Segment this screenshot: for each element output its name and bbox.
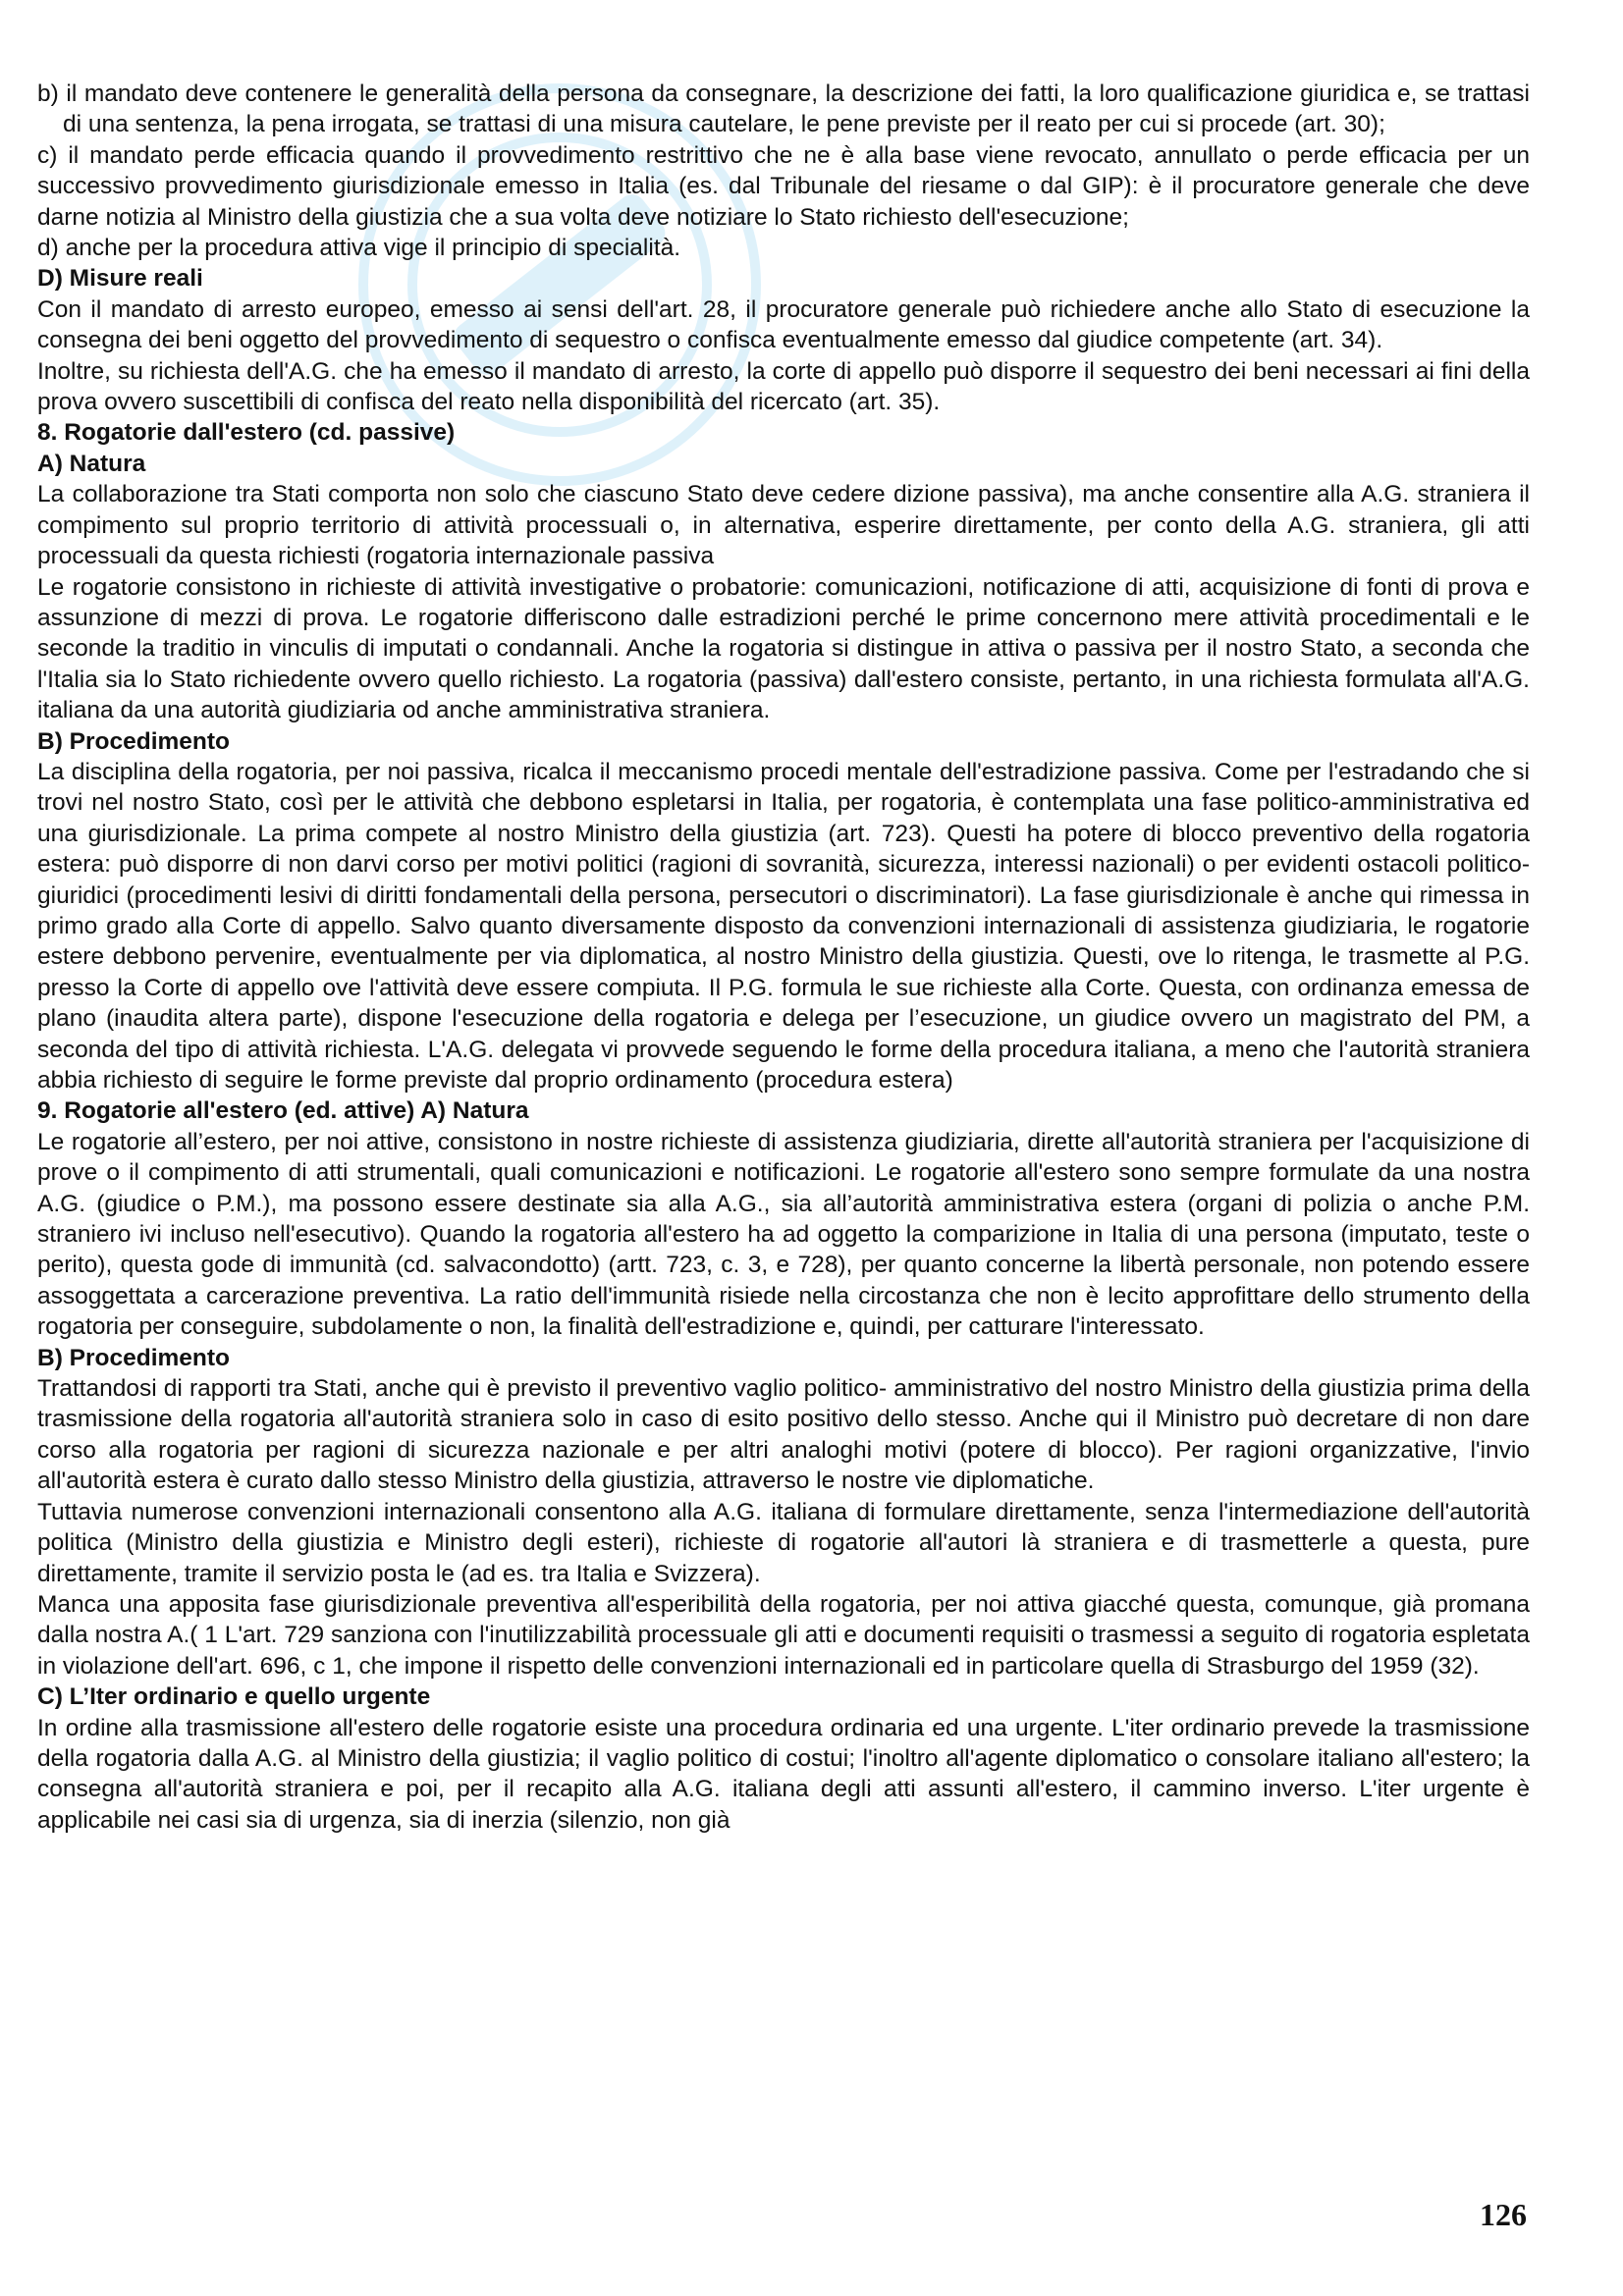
document-body [37,79,1530,1836]
paragraph: In ordine alla trasmissione all'estero delle rogatorie esiste una procedura ordinaria ed una urgente. L'iter ordinario prevede la trasmissione della rogatoria dalla A.G. al Ministro della giustizia; il vaglio politico di costui; l'inoltro all'agente diplomatico o consolare italiano all'estero; la consegna all'autorità straniera e poi, per il recapito alla A.G. italiana degli atti assunti all'estero, il cammino inverso. L'iter urgente è applicabile nei casi sia di urgenza, sia di inerzia (silenzio, non già [37,1714,1530,1834]
section-heading: D) Misure reali [37,265,203,293]
section-heading: 9. Rogatorie all'estero (ed. attive) A) Natura [37,1097,529,1125]
page-number: 126 [1480,2197,1527,2232]
paragraph: c) il mandato perde efficacia quando il provvedimento restrittivo che ne è alla base viene revocato, annullato o perde efficacia per un successivo provvedimento giurisdizionale emesso in Italia (es. dal Tribunale del riesame o dal GIP): è il procuratore generale che deve darne notizia al Ministro della giustizia che a sua volta deve notiziare lo Stato richiesto dell'esecuzione; [37,141,1530,231]
paragraph: b) il mandato deve contenere le generalità della persona da consegnare, la descrizione dei fatti, la loro qualificazione giuridica e, se trattasi di una sentenza, la pena irrogata, se trattasi di una misura cautelare, le pene previste per il reato per cui si procede (art. 30); [37,80,1530,138]
section-heading: 8. Rogatorie dall'estero (cd. passive) [37,419,456,447]
section-heading: B) Procedimento [37,1344,231,1371]
paragraph: d) anche per la procedura attiva vige il principio di specialità. [37,235,681,262]
paragraph: Manca una apposita fase giurisdizionale preventiva all'esperibilità della rogatoria, per noi attiva giacché questa, comunque, già promana dalla nostra A.( 1 L'art. 729 sanziona con l'inutilizzabilità processuale gli atti e documenti requisiti o trasmessi a seguito di rogatoria espletata in violazione dell'art. 696, c 1, che impone il rispetto delle convenzioni internazionali ed in particolare quella di Strasburgo del 1959 (32). [37,1590,1530,1680]
paragraph: Trattandosi di rapporti tra Stati, anche qui è previsto il preventivo vaglio politico- amministrativo del nostro Ministro della giustizia prima della trasmissione della rogatoria all'autorità straniera solo in caso di esito positivo dello stesso. Anche qui il Ministro può decretare di non dare corso alla rogatoria per ragioni di sicurezza nazionale e per altri analoghi motivi (potere di blocco). Per ragioni organizzative, l'invio all'autorità estera è curato dallo stesso Ministro della giustizia, attraverso le nostre vie diplomatiche. [37,1375,1530,1495]
paragraph: Tuttavia numerose convenzioni internazionali consentono alla A.G. italiana di formulare direttamente, senza l'intermediazione dell'autorità politica (Ministro della giustizia e Ministro degli esteri), richieste di rogatorie all'autori là straniera e di trasmetterle a questa, pure direttamente, tramite il servizio posta le (ad es. tra Italia e Svizzera). [37,1498,1530,1587]
section-heading: C) L’Iter ordinario e quello urgente [37,1683,431,1711]
paragraph: Le rogatorie all’estero, per noi attive, consistono in nostre richieste di assistenza giudiziaria, dirette all'autorità straniera per l'acquisizione di prove o il compimento di atti strumentali, quali comunicazioni e notificazioni. Le rogatorie all'estero sono sempre formulate da una nostra A.G. (giudice o P.M.), ma possono essere destinate sia alla A.G., sia all’autorità amministrativa estera (organi di polizia o anche P.M. straniero ivi incluso nell'esecutivo). Quando la rogatoria all'estero ha ad oggetto la comparizione in Italia di una persona (imputato, teste o perito), questa gode di immunità (cd. salvacondotto) (artt. 723, c. 3, e 728), per quanto concerne la libertà personale, non potendo essere assoggettata a carcerazione preventiva. La ratio dell'immunità risiede nella circostanza che non è lecito approfittare dello strumento della rogatoria per conseguire, subdolamente o non, la finalità dell'estradizione e, quindi, per catturare l'interessato. [37,1128,1530,1341]
paragraph: Le rogatorie consistono in richieste di attività investigative o probatorie: comunicazioni, notificazione di atti, acquisizione di fonti di prova e assunzione di mezzi di prova. Le rogatorie differiscono dalle estradizioni perché le prime concernono mere attività procedimentali e le seconde la traditio in vinculis di imputati o condannali. Anche la rogatoria si distingue in attiva o passiva per il nostro Stato, a seconda che l'Italia sia lo Stato richiedente ovvero quello richiesto. La rogatoria (passiva) dall'estero consiste, pertanto, in una richiesta formulata all'A.G. italiana da una autorità giudiziaria od anche amministrativa straniera. [37,573,1530,724]
paragraph: La disciplina della rogatoria, per noi passiva, ricalca il meccanismo procedi mentale dell'estradizione passiva. Come per l'estradando che si trovi nel nostro Stato, così per le attività che debbono espletarsi in Italia, per rogatoria, è contemplata una fase politico-amministrativa ed una giurisdizionale. La prima compete al nostro Ministro della giustizia (art. 723). Questi ha potere di blocco preventivo della rogatoria estera: può disporre di non darvi corso per motivi politici (ragioni di sovranità, sicurezza, interessi nazionali) o per evidenti ostacoli politico-giuridici (procedimenti lesivi di diritti fondamentali della persona, persecutori o discriminatori). La fase giurisdizionale è anche qui rimessa in primo grado alla Corte di appello. Salvo quanto diversamente disposto da convenzioni internazionali di assistenza giudiziaria, le rogatorie estere debbono pervenire, eventualmente per via diplomatica, al nostro Ministro della giustizia. Questi, ove lo ritenga, le trasmette al P.G. presso la Corte di appello ove l'attività deve essere compiuta. Il P.G. formula le sue richieste alla Corte. Questa, con ordinanza emessa de plano (inaudita altera parte), dispone l'esecuzione della rogatoria e delega per l’esecuzione, un giudice ovvero un magistrato del PM, a seconda del tipo di attività richiesta. L'A.G. delegata vi provvede seguendo le forme della procedura italiana, a meno che l'autorità straniera abbia richiesto di seguire le forme previste dal proprio ordinamento (procedura estera) [37,758,1530,1094]
paragraph: Inoltre, su richiesta dell'A.G. che ha emesso il mandato di arresto, la corte di appello può disporre il sequestro dei beni necessari ai fini della prova ovvero suscettibili di confisca del reato nella disponibilità del ricercato (art. 35). [37,357,1530,416]
section-heading: B) Procedimento [37,727,231,755]
paragraph: La collaborazione tra Stati comporta non solo che ciascuno Stato deve cedere dizione passiva), ma anche consentire alla A.G. straniera il compimento sul proprio territorio di attività processuali o, in alternativa, esperire direttamente, per conto della A.G. straniera, gli atti processuali da questa richiesti (rogatoria internazionale passiva [37,481,1530,570]
section-heading: A) Natura [37,450,146,477]
paragraph: Con il mandato di arresto europeo, emesso ai sensi dell'art. 28, il procuratore generale può richiedere anche allo Stato di esecuzione la consegna dei beni oggetto del provvedimento di sequestro o confisca eventualmente emesso dal giudice competente (art. 34). [37,295,1530,354]
